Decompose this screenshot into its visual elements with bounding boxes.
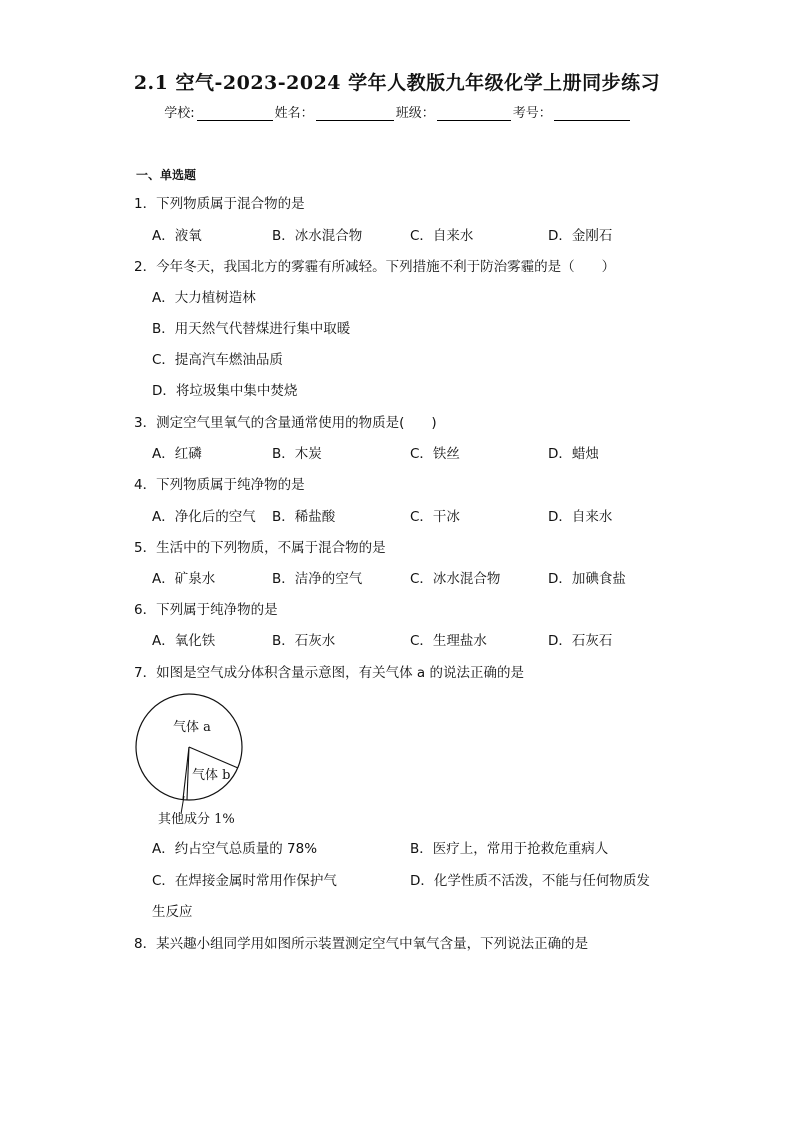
student-info-line [0,102,794,121]
question-2-option-b: B．用天然气代替煤进行集中取暖 [152,321,351,337]
question-5-option-a: A．矿泉水 [152,571,216,587]
question-7-option-d: D．化学性质不活泼，不能与任何物质发 [410,873,650,889]
question-6-option-b: B．石灰水 [272,633,336,649]
exam-number-field [513,102,630,121]
question-7-option-b: B．医疗上，常用于抢救危重病人 [410,841,609,857]
question-1-option-b: B．冰水混合物 [272,228,363,244]
question-3-option-b: B．木炭 [272,446,322,462]
section-title: 一、单选题 [136,168,197,182]
question-4-option-a: A．净化后的空气 [152,509,256,525]
question-5-option-d: D．加碘食盐 [548,571,626,587]
gas-a-label: 气体 a [173,720,211,735]
exam-number-blank [554,106,630,121]
question-7-option-c: C．在焊接金属时常用作保护气 [152,873,337,889]
question-6-option-d: D．石灰石 [548,633,613,649]
school-label: 学校: [164,106,195,121]
page-title: 2.1 空气-2023-2024 学年人教版九年级化学上册同步练习 [133,72,661,94]
question-1-option-a: A．液氧 [152,228,202,244]
name-label: 姓名： [274,106,314,121]
question-3-option-d: D．蜡烛 [548,446,599,462]
question-6-option-c: C．生理盐水 [410,633,487,649]
question-1-stem: 1．下列物质属于混合物的是 [134,196,305,212]
question-5-option-b: B．洁净的空气 [272,571,363,587]
question-2-option-a: A．大力植树造林 [152,290,256,306]
question-1-option-c: C．自来水 [410,228,474,244]
class-blank [437,106,511,121]
name-blank [316,106,394,121]
question-4-option-b: B．稀盐酸 [272,509,336,525]
exam-number-label: 考号： [512,106,552,121]
class-field [396,102,511,121]
gas-b-label: 气体 b [192,768,231,783]
question-7-option-d-continued: 生反应 [152,904,193,920]
other-component-label: 其他成分 1% [158,812,235,827]
school-field [164,102,272,121]
question-7-option-a: A．约占空气总质量的 78% [152,841,318,857]
air-composition-figure [134,692,250,827]
question-2-option-d: D．将垃圾集中集中焚烧 [152,383,298,399]
school-blank [197,106,273,121]
question-4-option-d: D．自来水 [548,509,613,525]
question-3-stem: 3．测定空气里氧气的含量通常使用的物质是( ) [134,415,437,431]
question-6-stem: 6．下列属于纯净物的是 [134,602,278,618]
question-3-option-c: C．铁丝 [410,446,460,462]
question-6-option-a: A．氧化铁 [152,633,216,649]
question-3-option-a: A．红磷 [152,446,202,462]
question-2-option-c: C．提高汽车燃油品质 [152,352,283,368]
question-2-stem: 2．今年冬天，我国北方的雾霾有所减轻。下列措施不利于防治雾霾的是（ ） [134,259,616,275]
question-5-stem: 5．生活中的下列物质，不属于混合物的是 [134,540,386,556]
question-4-option-c: C．干冰 [410,509,460,525]
question-8-stem: 8．某兴趣小组同学用如图所示装置测定空气中氧气含量，下列说法正确的是 [134,936,589,952]
question-5-option-c: C．冰水混合物 [410,571,501,587]
question-7-stem: 7．如图是空气成分体积含量示意图，有关气体 a 的说法正确的是 [134,665,524,681]
class-label: 班级： [395,106,435,121]
question-4-stem: 4．下列物质属于纯净物的是 [134,477,305,493]
name-field [275,102,394,121]
question-1-option-d: D．金刚石 [548,228,613,244]
